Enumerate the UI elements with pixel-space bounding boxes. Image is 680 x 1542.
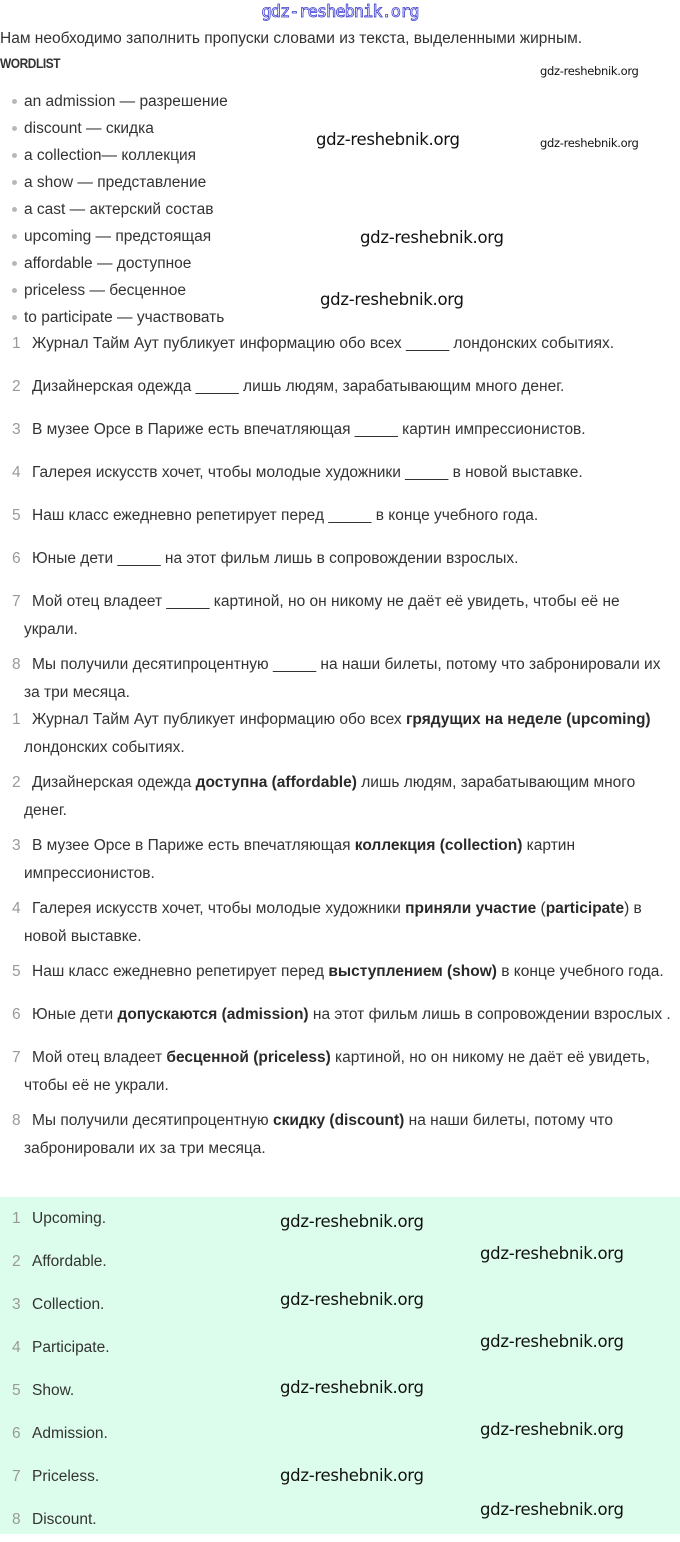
- item-number: 4: [12, 464, 21, 481]
- exercise-list: [0, 330, 672, 714]
- wordlist-item-text: a show — представление: [24, 174, 207, 191]
- item-number: 3: [12, 421, 21, 438]
- sentence-text: картин импрессионистов.: [24, 837, 576, 882]
- bold-answer: допускаются (admission): [117, 1006, 309, 1023]
- sentence-text: Participate.: [32, 1339, 110, 1356]
- item-number: 5: [12, 963, 21, 980]
- sentence-text: на этот фильм лишь в сопровождении взрослых .: [308, 1006, 671, 1023]
- wordlist-item-text: to participate — участвовать: [24, 309, 225, 326]
- bullet-icon: [12, 126, 17, 131]
- sentence-text: Priceless.: [32, 1468, 100, 1485]
- sentence-text: лондонских событиях.: [24, 739, 185, 756]
- sentence-text: Юные дети: [32, 1006, 118, 1023]
- item-number: 1: [12, 711, 21, 728]
- item-number: 1: [12, 1210, 21, 1227]
- item-number: 7: [12, 1049, 21, 1066]
- item-number: 6: [12, 1425, 21, 1442]
- filled-sentences-list: [0, 706, 672, 1170]
- list-item: [0, 958, 672, 994]
- bullet-icon: [12, 234, 17, 239]
- list-item: [0, 416, 672, 452]
- watermark-text: gdz-reshebnik.org: [480, 1420, 624, 1439]
- watermark-text: gdz-reshebnik.org: [540, 64, 639, 78]
- sentence-text: ) в новой выставке.: [24, 900, 642, 945]
- wordlist-item-text: a cast — актерский состав: [24, 201, 214, 218]
- sentence-text: Галерея искусств хочет, чтобы молодые художники: [32, 900, 406, 917]
- wordlist-item: [0, 223, 228, 250]
- sentence-text: Мой отец владеет: [32, 1049, 167, 1066]
- bullet-icon: [12, 315, 17, 320]
- item-number: 3: [12, 1296, 21, 1313]
- sentence-text: В музее Орсе в Париже есть впечатляющая _____ картин импрессионистов.: [32, 421, 586, 438]
- wordlist-item-text: priceless — бесценное: [24, 282, 187, 299]
- item-number: 8: [12, 656, 21, 673]
- sentence-text: Affordable.: [32, 1253, 107, 1270]
- wordlist-item-text: a collection— коллекция: [24, 147, 197, 164]
- wordlist-item: [0, 196, 228, 223]
- watermark-text: gdz-reshebnik.org: [480, 1244, 624, 1263]
- item-number: 2: [12, 1253, 21, 1270]
- sentence-text: Галерея искусств хочет, чтобы молодые художники _____ в новой выставке.: [32, 464, 583, 481]
- list-item: [0, 651, 672, 707]
- list-item: [0, 1001, 672, 1037]
- sentence-text: Мой отец владеет _____ картиной, но он никому не даёт её увидеть, чтобы её не украли.: [24, 593, 620, 638]
- wordlist-item-text: affordable — доступное: [24, 255, 192, 272]
- watermark-text: gdz-reshebnik.org: [280, 1212, 424, 1231]
- site-header-watermark[interactable]: gdz-reshebnik.org: [261, 2, 419, 22]
- item-number: 7: [12, 1468, 21, 1485]
- task-instruction: Нам необходимо заполнить пропуски словами из текста, выделенными жирным.: [0, 30, 583, 47]
- bold-answer: приняли участие: [405, 900, 537, 917]
- item-number: 8: [12, 1112, 21, 1129]
- wordlist-item: [0, 115, 228, 142]
- bullet-icon: [12, 180, 17, 185]
- bold-answer: грядущих на неделе (upcoming): [405, 711, 651, 728]
- list-item: [0, 502, 672, 538]
- bullet-icon: [12, 207, 17, 212]
- sentence-text: Журнал Тайм Аут публикует информацию обо всех _____ лондонских событиях.: [32, 335, 615, 352]
- wordlist-item: [0, 142, 228, 169]
- item-number: 2: [12, 378, 21, 395]
- watermark-text: gdz-reshebnik.org: [540, 136, 639, 150]
- sentence-text: Наш класс ежедневно репетирует перед: [32, 963, 329, 980]
- sentence-text: Дизайнерская одежда _____ лишь людям, зарабатывающим много денег.: [32, 378, 565, 395]
- sentence-text: В музее Орсе в Париже есть впечатляющая: [32, 837, 355, 854]
- bold-answer: коллекция (collection): [354, 837, 523, 854]
- bold-answer: participate: [545, 900, 625, 917]
- wordlist-item: [0, 250, 228, 277]
- sentence-text: в конце учебного года.: [496, 963, 664, 980]
- list-item: [0, 1107, 672, 1163]
- item-number: 8: [12, 1511, 21, 1528]
- list-item: [0, 769, 672, 825]
- sentence-text: картиной, но он никому не даёт её увидеть, чтобы её не украли.: [24, 1049, 650, 1094]
- wordlist: [0, 88, 228, 331]
- sentence-text: Collection.: [32, 1296, 105, 1313]
- watermark-text: gdz-reshebnik.org: [480, 1500, 624, 1519]
- wordlist-item: [0, 169, 228, 196]
- list-item: [0, 706, 672, 762]
- wordlist-item-text: upcoming — предстоящая: [24, 228, 212, 245]
- list-item: [0, 832, 672, 888]
- bold-answer: бесценной (priceless): [166, 1049, 331, 1066]
- sentence-text: Дизайнерская одежда: [32, 774, 196, 791]
- bullet-icon: [12, 288, 17, 293]
- sentence-text: на наши билеты, потому что забронировали их за три месяца.: [24, 1112, 613, 1157]
- bold-answer: выступлением (show): [328, 963, 497, 980]
- watermark-text: gdz-reshebnik.org: [316, 130, 460, 149]
- item-number: 4: [12, 900, 21, 917]
- list-item: [0, 330, 672, 366]
- item-number: 6: [12, 550, 21, 567]
- sentence-text: Upcoming.: [32, 1210, 107, 1227]
- item-number: 5: [12, 507, 21, 524]
- watermark-text: gdz-reshebnik.org: [480, 1332, 624, 1351]
- bullet-icon: [12, 99, 17, 104]
- list-item: [0, 545, 672, 581]
- list-item: [0, 1044, 672, 1100]
- list-item: [0, 895, 672, 951]
- item-number: 1: [12, 335, 21, 352]
- sentence-text: Admission.: [32, 1425, 108, 1442]
- list-item: [0, 459, 672, 495]
- sentence-text: Show.: [32, 1382, 75, 1399]
- sentence-text: (: [536, 900, 546, 917]
- sentence-text: лишь людям, зарабатывающим много денег.: [24, 774, 636, 819]
- item-number: 5: [12, 1382, 21, 1399]
- wordlist-item: [0, 304, 228, 331]
- watermark-text: gdz-reshebnik.org: [280, 1466, 424, 1485]
- list-item: [0, 588, 672, 644]
- sentence-text: Discount.: [32, 1511, 97, 1528]
- watermark-text: gdz-reshebnik.org: [320, 290, 464, 309]
- watermark-text: gdz-reshebnik.org: [280, 1378, 424, 1397]
- wordlist-item: [0, 88, 228, 115]
- bullet-icon: [12, 261, 17, 266]
- item-number: 2: [12, 774, 21, 791]
- sentence-text: Юные дети _____ на этот фильм лишь в сопровождении взрослых.: [32, 550, 519, 567]
- wordlist-item-text: discount — скидка: [24, 120, 154, 137]
- wordlist-item: [0, 277, 228, 304]
- item-number: 3: [12, 837, 21, 854]
- sentence-text: Мы получили десятипроцентную: [32, 1112, 273, 1129]
- watermark-text: gdz-reshebnik.org: [360, 228, 504, 247]
- list-item: [0, 373, 672, 409]
- watermark-text: gdz-reshebnik.org: [280, 1290, 424, 1309]
- bullet-icon: [12, 153, 17, 158]
- item-number: 6: [12, 1006, 21, 1023]
- item-number: 4: [12, 1339, 21, 1356]
- item-number: 7: [12, 593, 21, 610]
- bold-answer: скидку (discount): [273, 1112, 405, 1129]
- wordlist-item-text: an admission — разрешение: [24, 93, 228, 110]
- wordlist-title: WORDLIST: [0, 55, 61, 71]
- sentence-text: Журнал Тайм Аут публикует информацию обо всех: [32, 711, 406, 728]
- bold-answer: доступна (affordable): [195, 774, 357, 791]
- sentence-text: Наш класс ежедневно репетирует перед _____ в конце учебного года.: [32, 507, 539, 524]
- sentence-text: Мы получили десятипроцентную _____ на наши билеты, потому что забронировали их за три месяца.: [24, 656, 661, 701]
